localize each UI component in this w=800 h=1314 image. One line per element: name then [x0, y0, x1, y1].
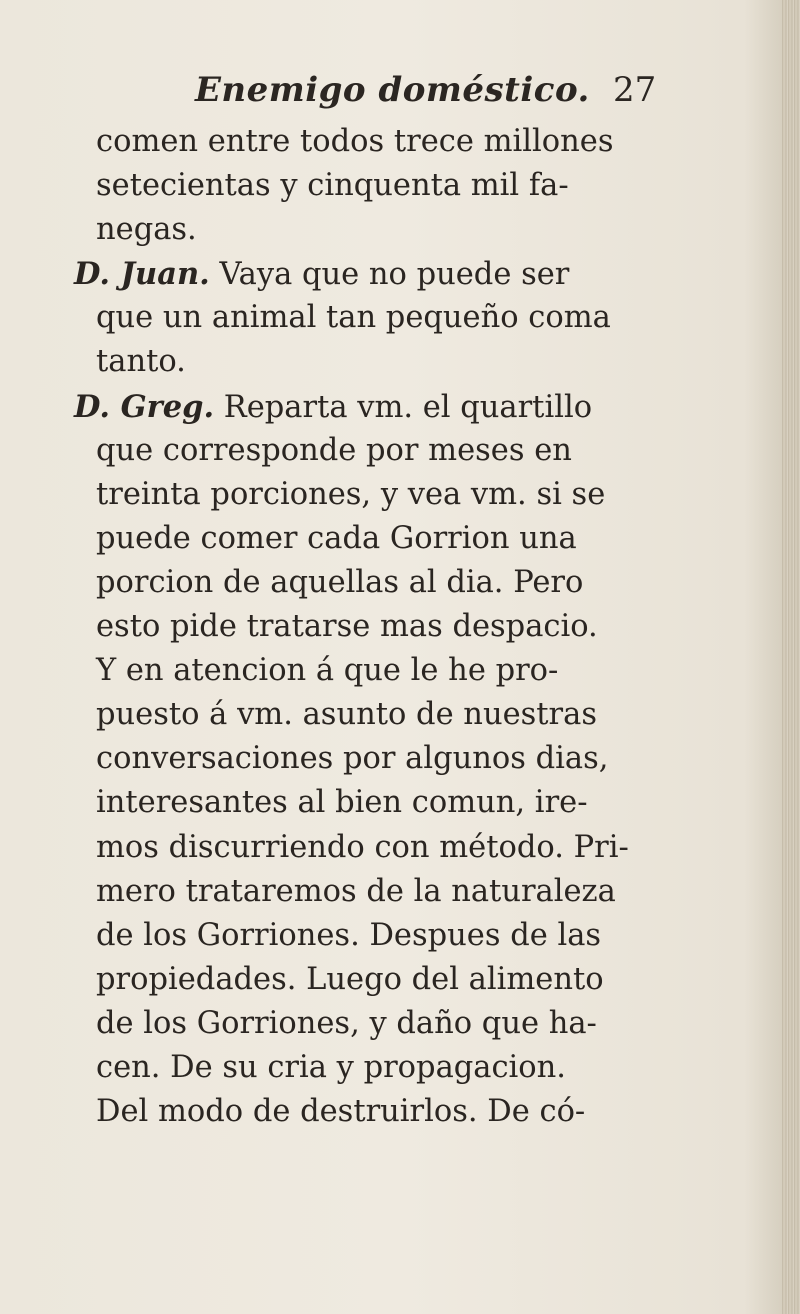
text-line: [96, 296, 696, 340]
running-title: Enemigo doméstico.: [195, 70, 590, 110]
line-text: tanto.: [96, 344, 186, 380]
speaker-name: D. Greg.: [74, 388, 215, 425]
line-text: Y en atencion á que le he pro-: [96, 653, 559, 689]
line-text: mos discurriendo con método. Pri-: [96, 829, 629, 865]
line-text: cen. De su cria y propagacion.: [96, 1049, 566, 1085]
line-text: interesantes al bien comun, ire-: [96, 785, 588, 821]
text-line: [96, 164, 696, 208]
line-text: puesto á vm. asunto de nuestras: [96, 697, 597, 733]
line-text: Vaya que no puede ser: [209, 257, 570, 293]
text-line: [96, 870, 696, 914]
line-text: que un animal tan pequeño coma: [96, 300, 611, 336]
line-text: negas.: [96, 212, 197, 248]
text-line: [96, 517, 696, 561]
text-line: [96, 429, 696, 473]
line-text: que corresponde por meses en: [96, 432, 572, 468]
line-text: Reparta vm. el quartillo: [214, 389, 593, 425]
body-text: [74, 120, 696, 1134]
text-line: [96, 1046, 696, 1090]
text-line: [96, 693, 696, 737]
line-text: propiedades. Luego del alimento: [96, 961, 604, 997]
line-text: setecientas y cinquenta mil fa-: [96, 168, 569, 204]
page-number: 27: [613, 70, 657, 110]
text-line: [96, 1002, 696, 1046]
line-text: conversaciones por algunos dias,: [96, 741, 609, 777]
line-text: treinta porciones, y vea vm. si se: [96, 476, 606, 512]
text-line: [96, 781, 696, 825]
text-line: [96, 1090, 696, 1134]
text-line: [96, 649, 696, 693]
line-text: de los Gorriones. Despues de las: [96, 917, 602, 953]
text-line: [96, 473, 696, 517]
line-text: esto pide tratarse mas despacio.: [96, 609, 598, 645]
text-line: [74, 252, 696, 296]
line-text: mero trataremos de la naturaleza: [96, 873, 616, 909]
line-text: de los Gorriones, y daño que ha-: [96, 1005, 597, 1041]
line-text: Del modo de destruirlos. De có-: [96, 1094, 586, 1130]
text-line: [74, 385, 696, 429]
text-line: [96, 561, 696, 605]
text-line: [96, 120, 696, 164]
text-line: [96, 737, 696, 781]
speaker-name: D. Juan.: [74, 256, 210, 293]
text-line: [96, 914, 696, 958]
line-text: comen entre todos trece millones: [96, 124, 614, 159]
text-line: [96, 826, 696, 870]
line-text: porcion de aquellas al dia. Pero: [96, 564, 584, 600]
text-line: [96, 340, 696, 384]
text-line: [96, 958, 696, 1002]
text-line: [96, 605, 696, 649]
text-line: [96, 208, 696, 252]
line-text: puede comer cada Gorrion una: [96, 520, 577, 556]
page-edge: [782, 0, 800, 1314]
